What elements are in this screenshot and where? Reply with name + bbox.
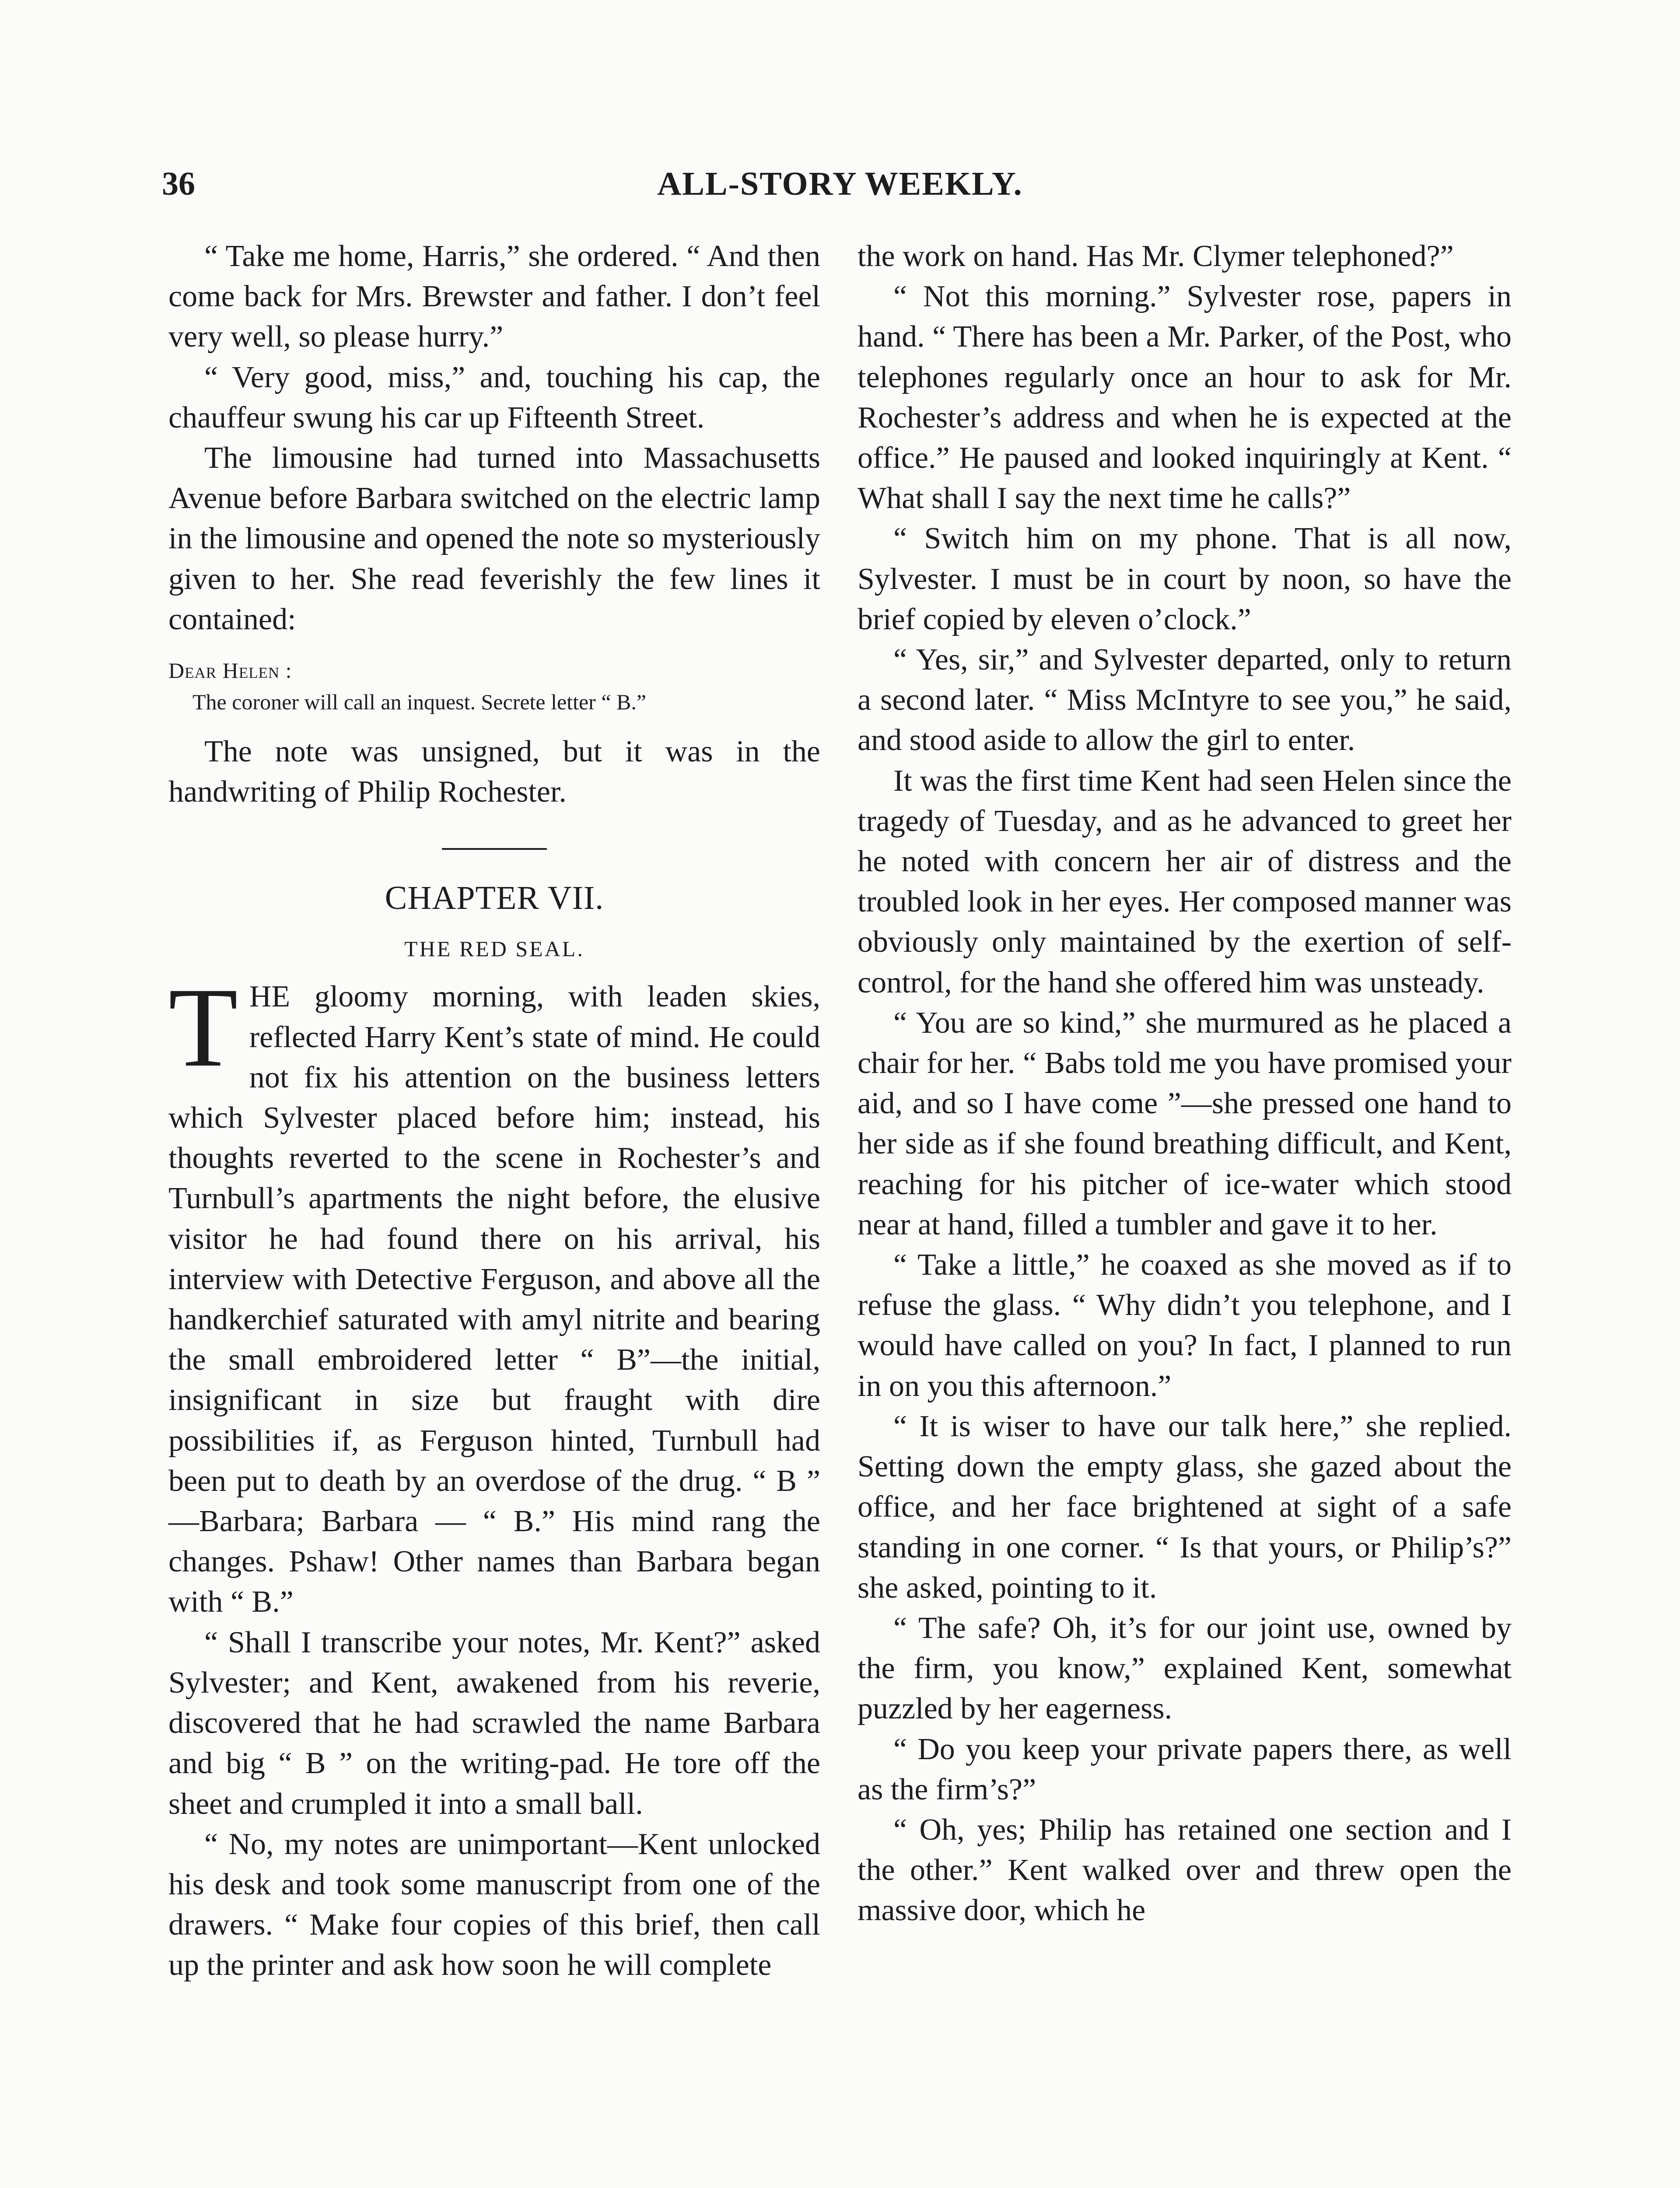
paragraph: “ Take me home, Harris,” she ordered. “ And then come back for Mrs. Brewster and father. I don’t feel very well, so please hurry.” <box>168 239 820 354</box>
chapter-opening-text: HE gloomy morning, with leaden skies, reflected Harry Kent’s state of mind. He could not fix his attention on the business letters which Sylvester placed before him; instead, his thoughts reverted to the scene in Rochester’s and Turnbull’s apartments the night before, the elusive visitor he had found there on his arrival, his interview with Detective Ferguson, and above all the handkerchief saturated with amyl nitrite and bearing the small embroidered letter “ B”—the initial, insignificant in size but fraught with dire possibilities if, as Ferguson hinted, Turnbull had been put to death by an overdose of the drug. “ B ” —Barbara; Barbara — “ B.” His mind rang the changes. Pshaw! Other names than Barbara began with “ B.” <box>168 980 820 1619</box>
chapter-subtitle: THE RED SEAL. <box>404 936 584 961</box>
page-header <box>162 164 1518 216</box>
paragraph: “ The safe? Oh, it’s for our joint use, owned by the firm, you know,” explained Kent, somewhat puzzled by her eagerness. <box>858 1611 1512 1726</box>
running-title: ALL-STORY WEEKLY. <box>657 165 1023 202</box>
chapter-opening-paragraph <box>168 964 820 1622</box>
section-divider <box>442 848 547 850</box>
paragraph: “ Yes, sir,” and Sylvester departed, only to return a second later. “ Miss McIntyre to see you,” he said, and stood aside to allow the girl to enter. <box>858 643 1512 757</box>
right-column <box>858 236 1512 1931</box>
drop-cap: T <box>168 964 238 1091</box>
chapter-title: CHAPTER VII. <box>385 880 604 917</box>
paragraph: “ You are so kind,” she murmured as he placed a chair for her. “ Babs told me you have promised your aid, and so I have come ”—she pressed one hand to her side as if she found breathing difficult, and Kent, reaching for his pitcher of ice-water which stood near at hand, filled a tumbler and gave it to her. <box>858 1006 1512 1241</box>
paragraph: The limousine had turned into Massachusetts Avenue before Barbara switched on the electric lamp in the limousine and opened the note so mysteriously given to her. She read feverishly the few lines it contained: <box>168 441 820 636</box>
left-column <box>168 236 820 1986</box>
paragraph: It was the first time Kent had seen Helen since the tragedy of Tuesday, and as he advanced to greet her he noted with concern her air of distress and the troubled look in her eyes. Her composed manner was obviously only maintained by the exertion of self-control, for the hand she offered him was unsteady. <box>858 764 1512 999</box>
paragraph: “ Not this morning.” Sylvester rose, papers in hand. “ There has been a Mr. Parker, of the Post, who telephones regularly once an hour to ask for Mr. Rochester’s address and when he is expected at the office.” He paused and looked inquiringly at Kent. “ What shall I say the next time he calls?” <box>858 280 1512 515</box>
paragraph: the work on hand. Has Mr. Clymer telephoned?” <box>858 239 1454 273</box>
note-body: The coroner will call an inquest. Secrete letter “ B.” <box>192 690 647 715</box>
paragraph: “ Do you keep your private papers there, as well as the firm’s?” <box>858 1732 1512 1806</box>
paragraph: The note was unsigned, but it was in the handwriting of Philip Rochester. <box>168 735 820 809</box>
paragraph: “ It is wiser to have our talk here,” she replied. Setting down the empty glass, she gazed about the office, and her face brightened at sight of a safe standing in one corner. “ Is that yours, or Philip’s?” she asked, pointing to it. <box>858 1409 1512 1605</box>
page-number: 36 <box>162 165 195 202</box>
note-salutation: Dear Helen : <box>168 658 292 683</box>
paragraph: “ Oh, yes; Philip has retained one section and I the other.” Kent walked over and threw open the massive door, which he <box>858 1813 1512 1928</box>
paragraph: “ Switch him on my phone. That is all now, Sylvester. I must be in court by noon, so have the brief copied by eleven o’clock.” <box>858 522 1512 636</box>
paragraph: “ Take a little,” he coaxed as she moved as if to refuse the glass. “ Why didn’t you telephone, and I would have called on you? In fact, I planned to run in on you this afternoon.” <box>858 1248 1512 1403</box>
paragraph: “ Very good, miss,” and, touching his cap, the chauffeur swung his car up Fifteenth Street. <box>168 360 820 435</box>
paragraph: “ Shall I transcribe your notes, Mr. Kent?” asked Sylvester; and Kent, awakened from his reverie, discovered that he had scrawled the name Barbara and big “ B ” on the writing-pad. He tore off the sheet and crumpled it into a small ball. <box>168 1625 820 1821</box>
paragraph: “ No, my notes are unimportant—Kent unlocked his desk and took some manuscript from one of the drawers. “ Make four copies of this brief, then call up the printer and ask how soon he will complete <box>168 1827 820 1982</box>
quoted-note <box>168 655 820 718</box>
